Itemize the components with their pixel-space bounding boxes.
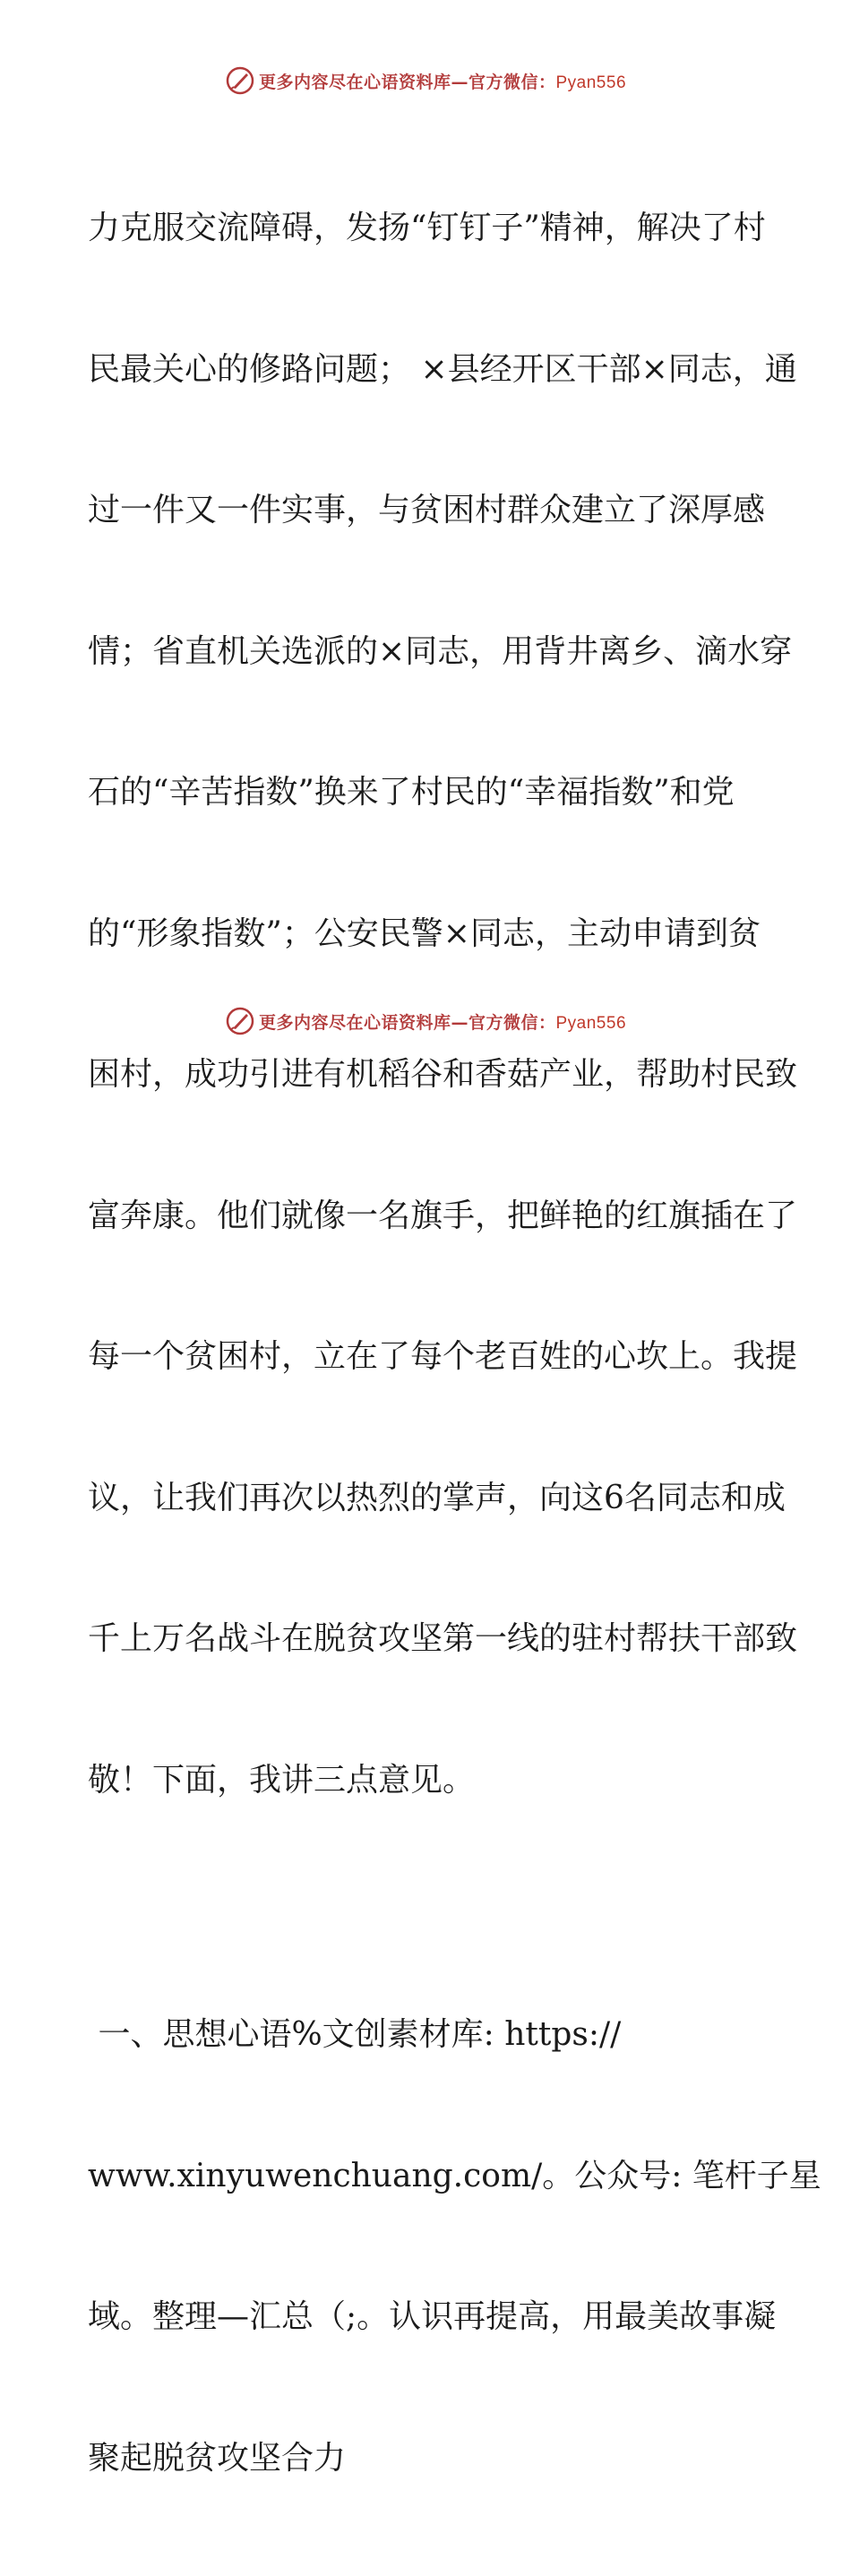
banner-wechat-id: Pyan556	[555, 73, 627, 92]
text-line: 石的“辛苦指数”换来了村民的“幸福指数”和党	[88, 774, 735, 811]
footer-banner	[0, 1003, 851, 1039]
text-line: 千上万名战斗在脱贫攻坚第一线的驻村帮扶干部致	[88, 1620, 798, 1657]
quill-pen-logo-icon	[225, 1006, 255, 1036]
banner-text	[259, 1009, 626, 1034]
text-line: 民最关心的修路问题； ×县经开区干部×同志，通	[88, 350, 797, 388]
text-line: 聚起脱贫攻坚合力	[88, 2439, 347, 2477]
banner-wechat-label: 官方微信：	[468, 1012, 556, 1033]
text-line: www.xinyuwenchuang.com/。公众号: 笔杆子星	[88, 2157, 821, 2194]
text-line: 情；省直机关选派的×同志，用背井离乡、滴水穿	[88, 632, 793, 670]
document-body	[88, 111, 821, 2576]
paragraph-2	[88, 1918, 821, 2576]
text-line: 过一件又一件实事，与贫困村群众建立了深厚感	[88, 492, 766, 528]
text-line: 一、思想心语%文创素材库: https://	[88, 2016, 622, 2053]
header-banner	[0, 63, 851, 99]
text-line: 的“形象指数”；公安民警×同志，主动申请到贫	[88, 914, 761, 952]
banner-text	[259, 69, 626, 93]
text-line: 敬！下面，我讲三点意见。	[88, 1761, 476, 1799]
text-line: 域。整理—汇总（;。认识再提高，用最美故事凝	[88, 2298, 777, 2335]
banner-dash: —	[451, 1012, 468, 1033]
banner-wechat-id: Pyan556	[555, 1013, 627, 1033]
text-line: 富奔康。他们就像一名旗手，把鲜艳的红旗插在了	[88, 1197, 798, 1234]
banner-title: 更多内容尽在心语资料库	[258, 1012, 451, 1033]
text-line: 困村，成功引进有机稻谷和香菇产业，帮助村民致	[88, 1056, 798, 1093]
banner-wechat-label: 官方微信：	[468, 72, 556, 92]
quill-pen-logo-icon	[225, 65, 255, 96]
banner-title: 更多内容尽在心语资料库	[258, 72, 451, 92]
text-line: 议，让我们再次以热烈的掌声，向这6名同志和成	[88, 1479, 786, 1516]
banner-dash: —	[451, 72, 468, 92]
text-line: 每一个贫困村，立在了每个老百姓的心坎上。我提	[88, 1338, 798, 1375]
text-line: 力克服交流障碍，发扬“钉钉子”精神，解决了村	[88, 210, 766, 246]
